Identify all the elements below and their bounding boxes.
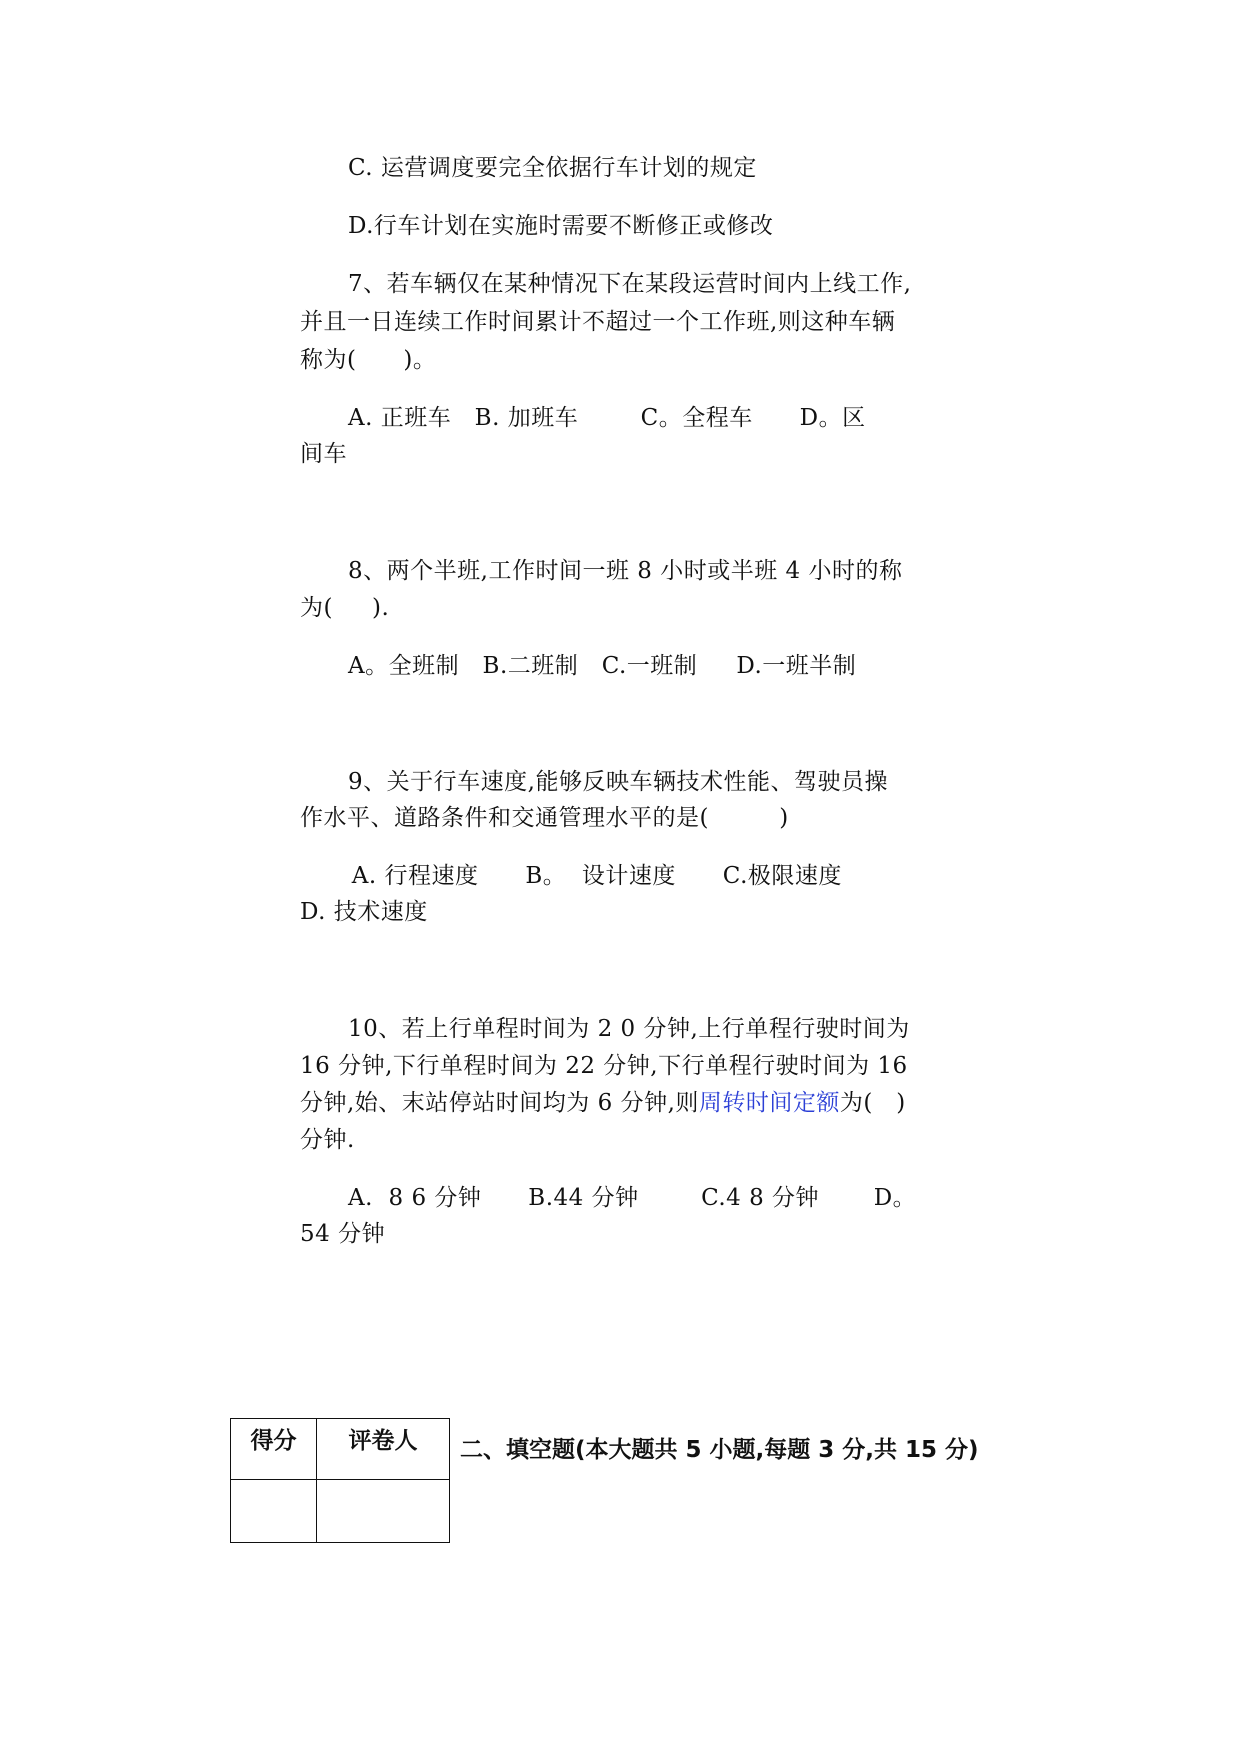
q10-stem-text: 分钟,始、末站停站时间均为 6 分钟,则 [300,1090,699,1116]
q9-stem-line2: 作水平、道路条件和交通管理水平的是( ) [300,805,789,831]
q9-options: A. 行程速度 B。 设计速度 C.极限速度 [344,863,842,889]
q10-stem-line4: 分钟. [300,1127,355,1153]
q6-option-c: C. 运营调度要完全依据行车计划的规定 [348,155,757,181]
q10-stem-line1: 10、若上行单程时间为 2 0 分钟,上行单程行驶时间为 [348,1016,910,1042]
score-table [230,1418,450,1543]
grader-cell[interactable] [317,1480,450,1543]
q10-options-wrap: 54 分钟 [300,1221,386,1247]
q10-stem-text-end: 为( ) [839,1090,906,1116]
q8-stem-line2: 为( ). [300,595,390,621]
q9-options-wrap: D. 技术速度 [300,899,428,925]
q8-options: A。全班制 B.二班制 C.一班制 D.一班半制 [348,653,857,679]
score-cell[interactable] [231,1480,317,1543]
section-title: 二、填空题(本大题共 5 小题,每题 3 分,共 15 分) [460,1437,979,1463]
q9-stem-line1: 9、关于行车速度,能够反映车辆技术性能、驾驶员操 [348,769,888,795]
q10-stem-line2: 16 分钟,下行单程时间为 22 分钟,下行单程行驶时间为 16 [300,1053,908,1079]
score-header: 得分 [231,1419,317,1480]
q8-stem-line1: 8、两个半班,工作时间一班 8 小时或半班 4 小时的称 [348,558,903,584]
turnover-time-quota-link[interactable]: 周转时间定额 [698,1090,840,1116]
q7-stem-line1: 7、若车辆仅在某种情况下在某段运营时间内上线工作, [348,271,912,297]
q7-options-wrap: 间车 [300,441,347,467]
q10-options: A. 8 6 分钟 B.44 分钟 C.4 8 分钟 D。 [348,1185,917,1211]
q7-stem-line2: 并且一日连续工作时间累计不超过一个工作班,则这种车辆 [300,309,896,335]
grader-header: 评卷人 [317,1419,450,1480]
q6-option-d: D.行车计划在实施时需要不断修正或修改 [348,213,774,239]
q7-stem-line3: 称为( )。 [300,347,437,373]
q10-stem-line3 [300,1085,906,1121]
q7-options: A. 正班车 B. 加班车 C。全程车 D。区 [348,405,866,431]
